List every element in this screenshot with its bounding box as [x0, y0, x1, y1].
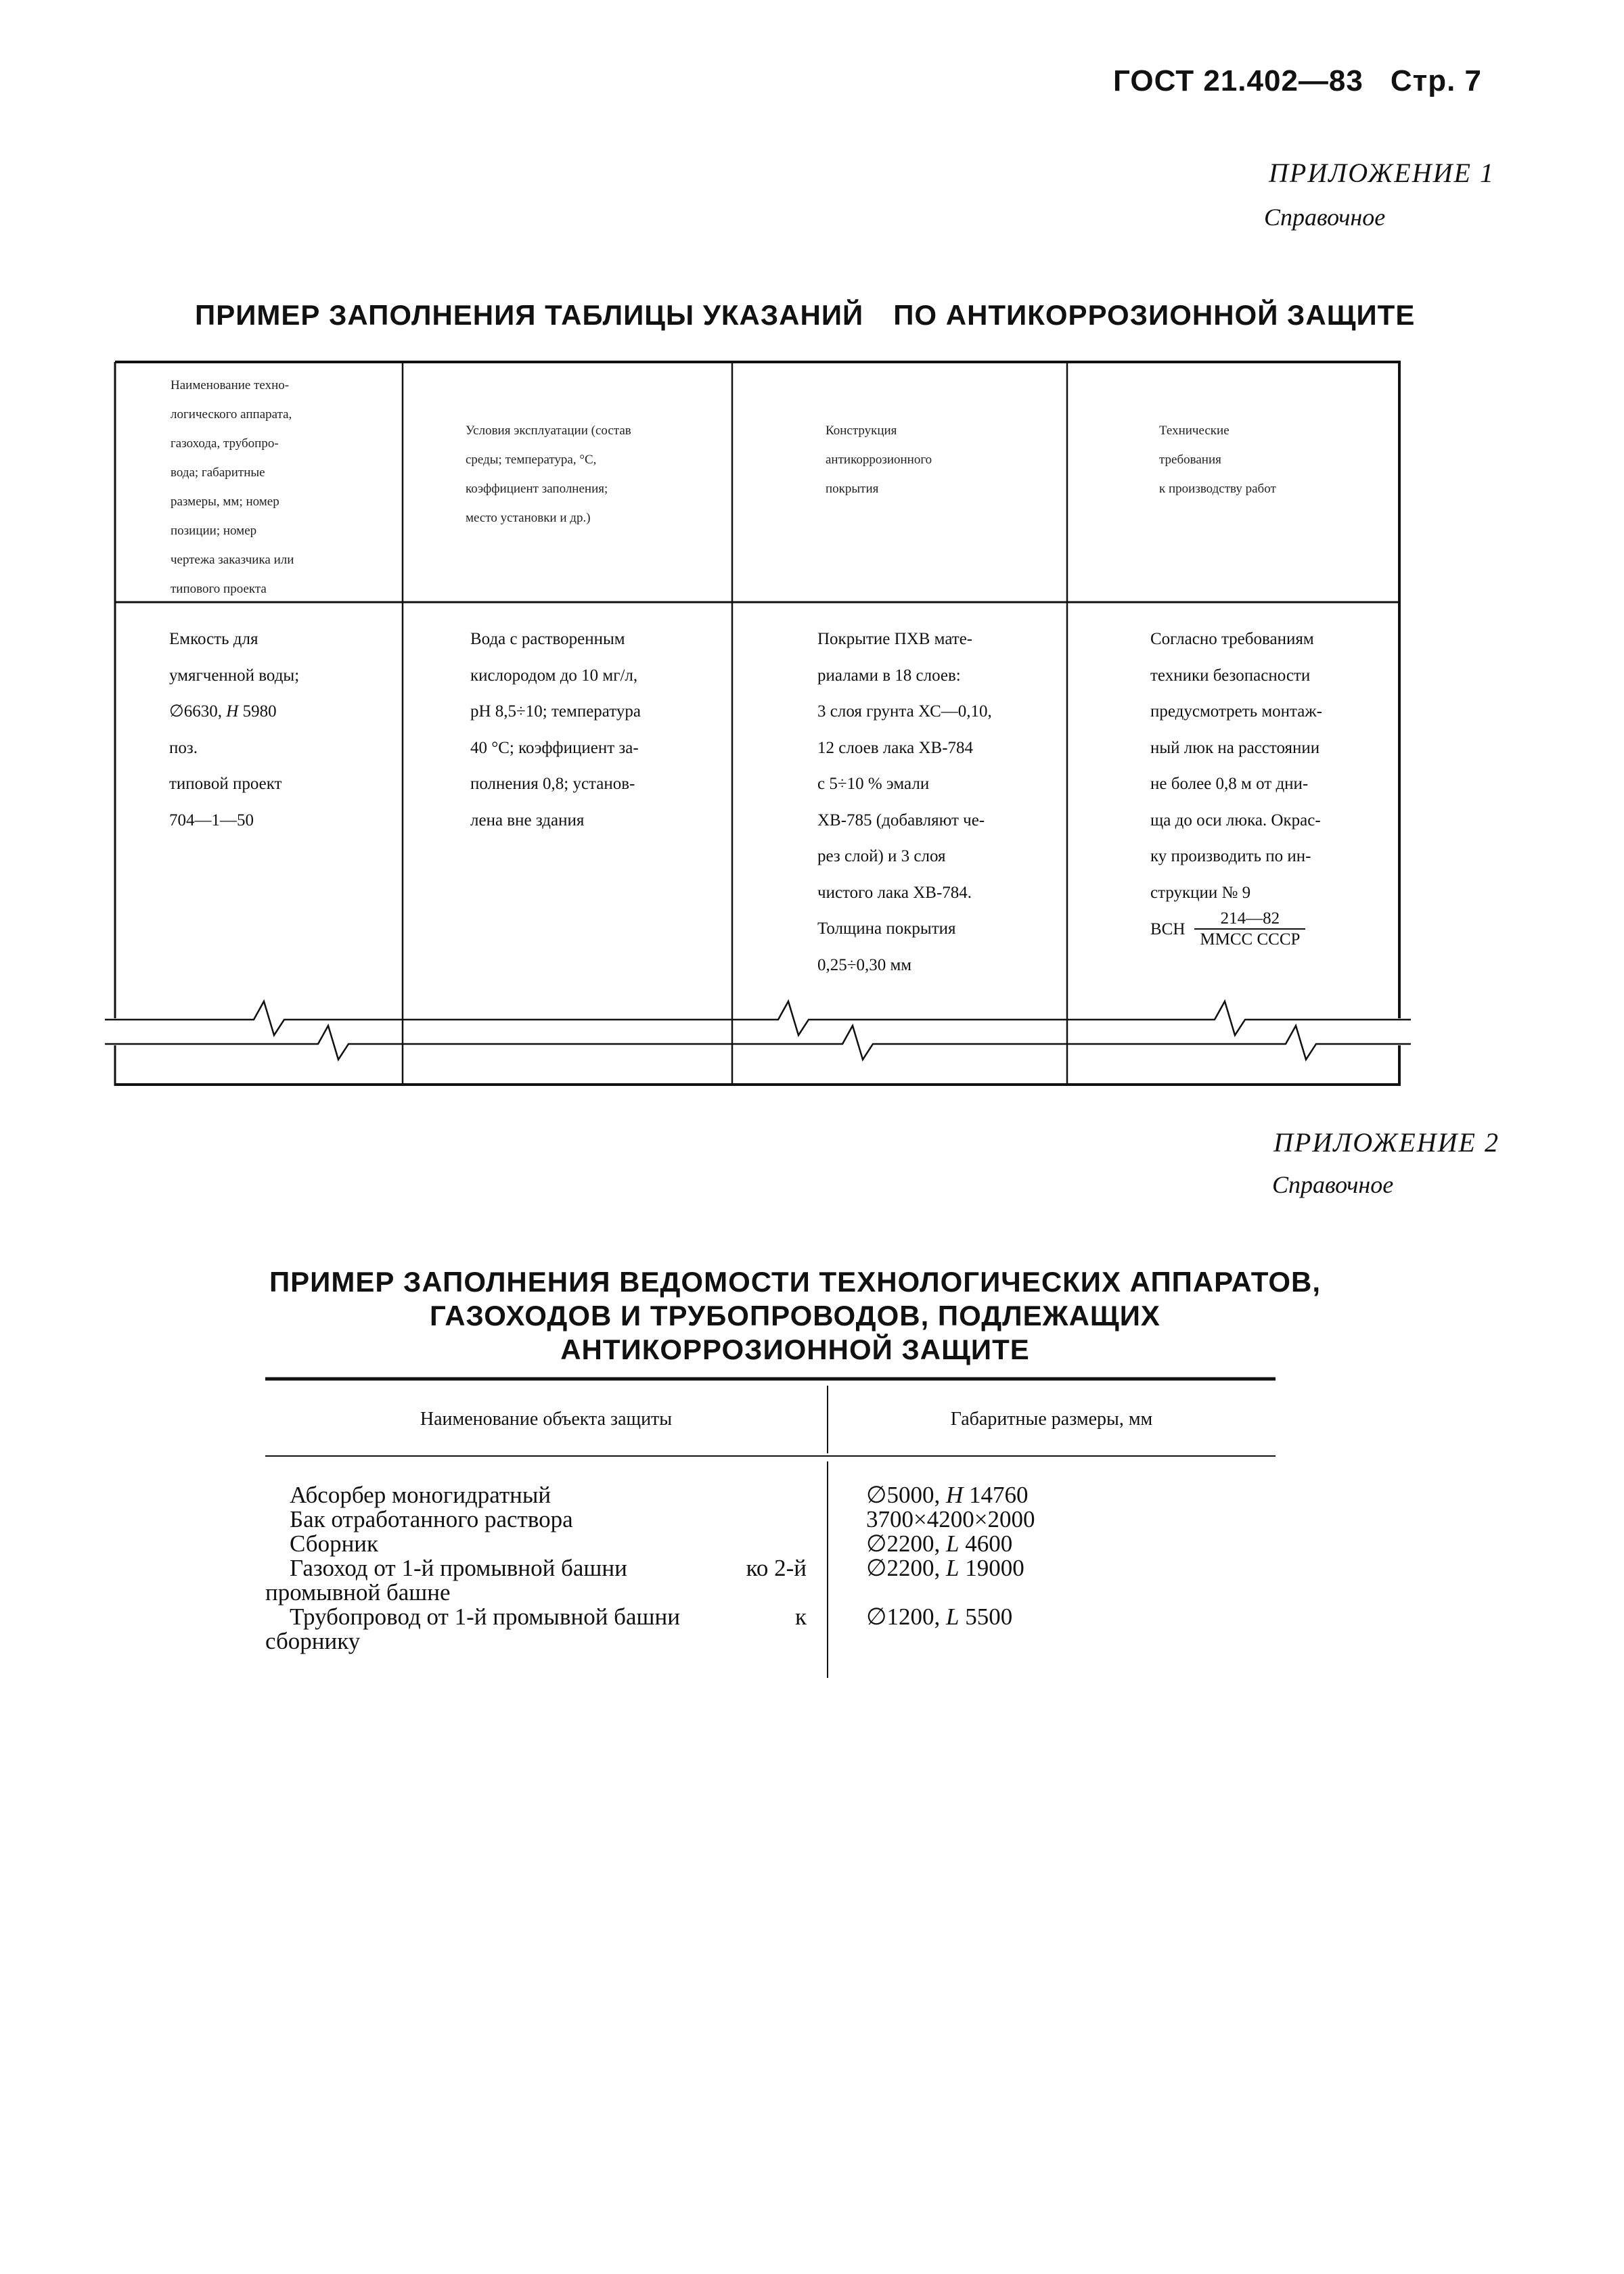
header-line: типового проекта — [171, 582, 267, 596]
cell-line: 3 слоя грунта ХС—0,10, — [817, 702, 992, 721]
row-name-start: Газоход от 1-й промывной башни — [290, 1555, 627, 1581]
header-line: газохода, трубопро- — [171, 436, 279, 451]
dimension-symbol: H — [946, 1482, 964, 1508]
header-line: Технические — [1159, 424, 1230, 438]
dimension-value: ∅5000, — [866, 1482, 946, 1508]
dimension-symbol: L — [946, 1530, 960, 1557]
cell-line: поз. — [169, 738, 198, 757]
table-row: Сборник — [290, 1530, 379, 1557]
dimension-value: 4600 — [959, 1530, 1013, 1557]
dimension-symbol: L — [946, 1555, 960, 1581]
row-name-end: к — [794, 1604, 807, 1630]
header-line: Конструкция — [826, 424, 897, 438]
header-line: коэффициент заполнения; — [466, 482, 608, 496]
cell-line: ный люк на расстоянии — [1150, 738, 1320, 757]
table-row — [265, 1556, 807, 1581]
cell-line: 40 °С; коэффициент за- — [470, 738, 639, 757]
cell-line: ХВ-785 (добавляют че- — [817, 811, 985, 829]
cell-line: с 5÷10 % эмали — [817, 775, 930, 793]
table-2-header-dimensions: Габаритные размеры, мм — [950, 1409, 1153, 1430]
dimension-symbol: H — [226, 702, 239, 721]
row-name-end: ко 2-й — [746, 1555, 807, 1581]
dimension-value: ∅2200, — [866, 1555, 946, 1581]
page-number: Стр. 7 — [1390, 64, 1482, 97]
cell-line: рез слой) и 3 слоя — [817, 847, 946, 865]
appendix-1-note: Справочное — [1264, 204, 1386, 231]
header-line: среды; температура, °С, — [466, 453, 597, 467]
table-2-header-name: Наименование объекта защиты — [420, 1409, 673, 1430]
cell-line: типовой проект — [169, 775, 282, 793]
table-1-title-part2: ПО АНТИКОРРОЗИОННОЙ ЗАЩИТЕ — [893, 299, 1416, 331]
cell-line: Согласно требованиям — [1150, 630, 1314, 648]
header-line: позиции; номер — [171, 524, 257, 538]
table-row-dimension — [866, 1532, 1035, 1556]
cell-line: Емкость для — [169, 630, 258, 648]
vsn-authority: ММСС СССР — [1200, 930, 1301, 949]
header-line: покрытия — [826, 482, 879, 496]
appendix-1-label: ПРИЛОЖЕНИЕ 1 — [1269, 158, 1495, 188]
dimension-diameter: ∅6630, — [169, 702, 227, 721]
table-row-dimension — [866, 1556, 1035, 1581]
row-name-continuation: промывной башне — [265, 1579, 451, 1606]
dimension-value: 19000 — [959, 1555, 1024, 1581]
title-line: ПРИМЕР ЗАПОЛНЕНИЯ ВЕДОМОСТИ ТЕХНОЛОГИЧЕСКИХ АППАРАТОВ, — [269, 1266, 1321, 1298]
title-line: АНТИКОРРОЗИОННОЙ ЗАЩИТЕ — [560, 1334, 1030, 1365]
table-row: Абсорбер моногидратный — [290, 1482, 551, 1508]
cell-line: ку производить по ин- — [1150, 847, 1311, 865]
cell-line: струкции № 9 — [1150, 883, 1251, 902]
dimension-symbol: L — [946, 1604, 960, 1630]
cell-line: полнения 0,8; установ- — [470, 775, 635, 793]
cell-line: чистого лака ХВ-784. — [817, 883, 972, 902]
dimension-value: ∅2200, — [866, 1530, 946, 1557]
header-line: чертежа заказчика или — [171, 553, 294, 567]
row-name-start: Трубопровод от 1-й промывной башни — [290, 1604, 680, 1630]
cell-line: ща до оси люка. Окрас- — [1150, 811, 1321, 829]
vsn-label: ВСН — [1150, 920, 1186, 938]
cell-line: умягченной воды; — [169, 666, 300, 685]
table-row-dimension — [866, 1507, 1035, 1532]
header-line: место установки и др.) — [466, 511, 591, 525]
table-2-dimensions — [866, 1483, 1035, 1629]
cell-line: pH 8,5÷10; температура — [470, 702, 641, 721]
header-line: логического аппарата, — [171, 407, 292, 422]
cell-line: 704—1—50 — [169, 811, 254, 829]
cell-line: Толщина покрытия — [817, 919, 956, 938]
appendix-2-note: Справочное — [1272, 1171, 1394, 1198]
table-row — [265, 1605, 807, 1629]
row-name-continuation: сборнику — [265, 1628, 361, 1654]
dimension-value: ∅1200, — [866, 1604, 946, 1630]
cell-line: Вода с растворенным — [470, 630, 625, 648]
cell-line: Покрытие ПХВ мате- — [817, 630, 973, 648]
header-line: Условия эксплуатации (состав — [466, 424, 631, 438]
header-line: размеры, мм; номер — [171, 495, 279, 509]
header-line: к производству работ — [1159, 482, 1276, 496]
title-line: ГАЗОХОДОВ И ТРУБОПРОВОДОВ, ПОДЛЕЖАЩИХ — [430, 1300, 1160, 1332]
dimension-value: 5980 — [238, 702, 277, 721]
header-line: вода; габаритные — [171, 465, 265, 480]
cell-line: 12 слоев лака ХВ-784 — [817, 738, 974, 757]
spacer — [866, 1581, 1035, 1605]
table-row-dimension — [866, 1483, 1035, 1507]
cell-line: техники безопасности — [1150, 666, 1311, 685]
table-row: Бак отработанного раствора — [290, 1506, 573, 1532]
cell-line: риалами в 18 слоев: — [817, 666, 961, 685]
dimension-value: 3700×4200×2000 — [866, 1506, 1035, 1532]
header-line: Наименование техно- — [171, 378, 290, 392]
table-row-dimension — [866, 1605, 1035, 1629]
dimension-value: 14760 — [963, 1482, 1029, 1508]
header-line: антикоррозионного — [826, 453, 932, 467]
cell-line: кислородом до 10 мг/л, — [470, 666, 638, 685]
vsn-number: 214—82 — [1194, 909, 1305, 930]
document-code: ГОСТ 21.402—83 — [1112, 64, 1363, 97]
table-1-title-part1: ПРИМЕР ЗАПОЛНЕНИЯ ТАБЛИЦЫ УКАЗАНИЙ — [195, 299, 864, 331]
table-2-names — [265, 1483, 807, 1654]
header-line: требования — [1159, 453, 1221, 467]
dimension-value: 5500 — [959, 1604, 1013, 1630]
appendix-2-label: ПРИЛОЖЕНИЕ 2 — [1273, 1127, 1499, 1158]
cell-line: лена вне здания — [470, 811, 585, 829]
cell-line: 0,25÷0,30 мм — [817, 955, 912, 974]
cell-line: не более 0,8 м от дни- — [1150, 775, 1309, 793]
cell-line: предусмотреть монтаж- — [1150, 702, 1322, 721]
